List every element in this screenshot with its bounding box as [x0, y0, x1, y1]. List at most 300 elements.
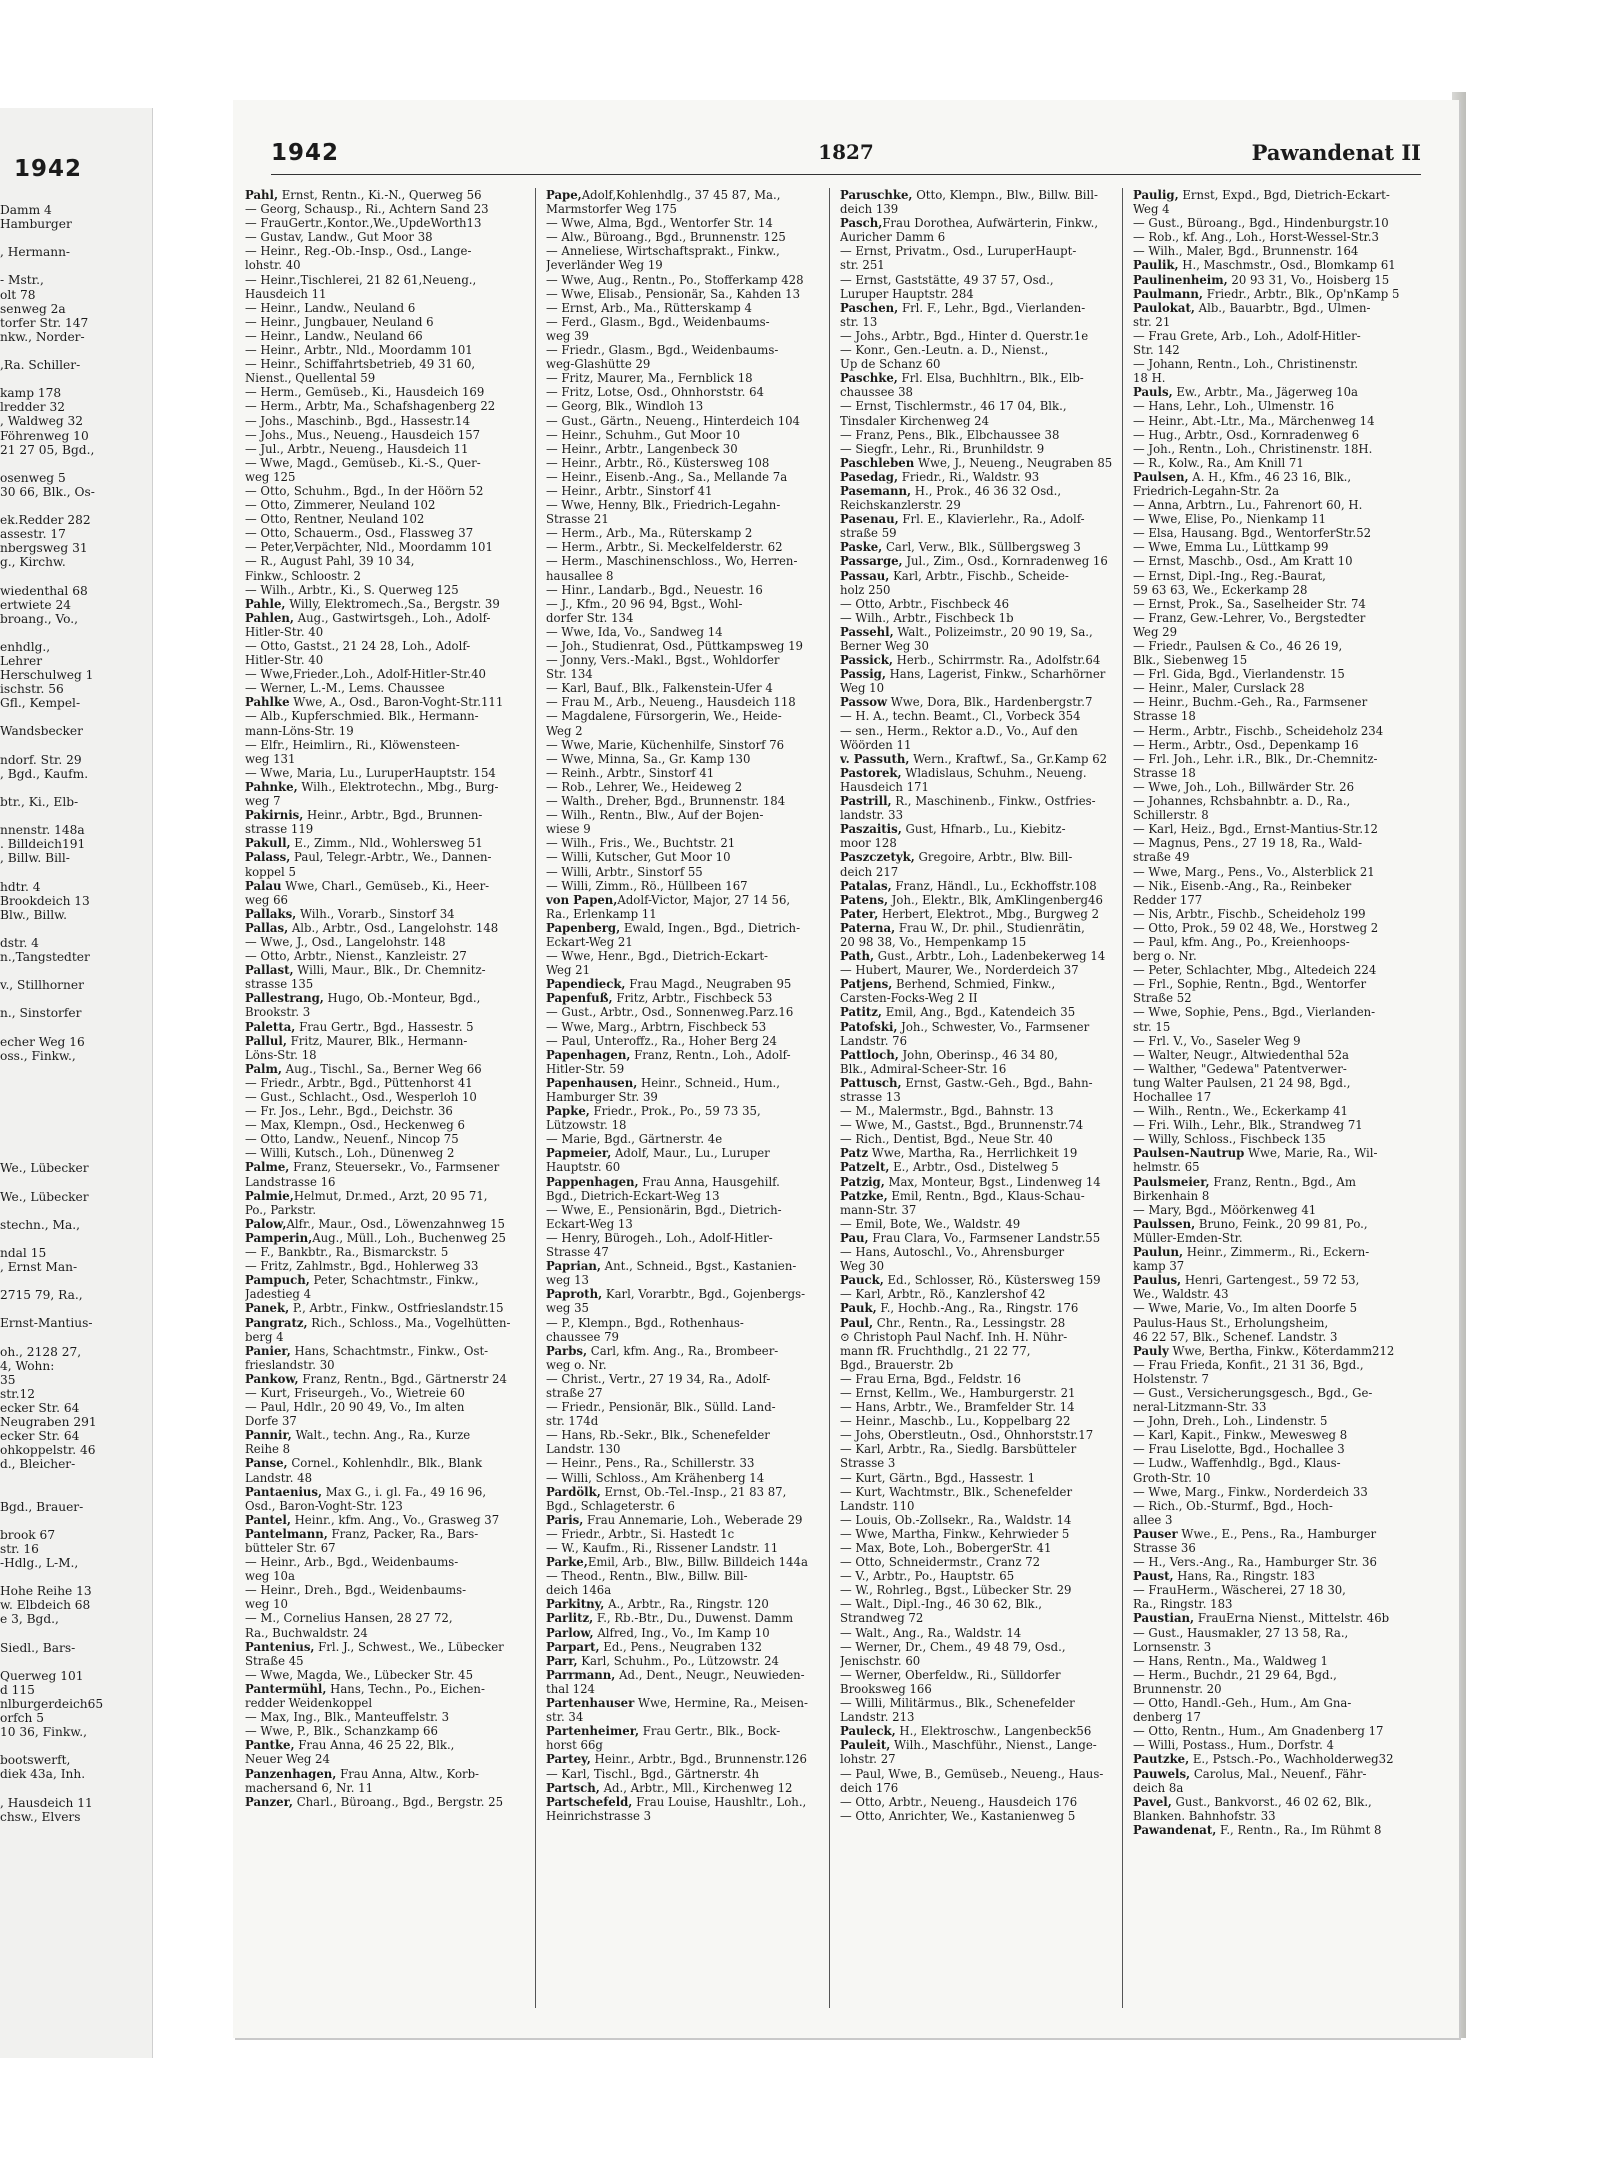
directory-entry	[840, 1287, 1114, 1301]
entry-surname: Panier,	[245, 1343, 291, 1358]
entry-details: Frau W., Dr. phil., Studienrätin,	[895, 920, 1085, 935]
entry-line: — Ferd., Glasm., Bgd., Weidenbaums-	[546, 314, 770, 329]
entry-line: — Georg, Blk., Windloh 13	[546, 399, 704, 414]
entry-surname: Pauly	[1133, 1343, 1169, 1358]
entry-details: A., Arbtr., Ra., Ringstr. 120	[604, 1597, 769, 1612]
directory-entry	[546, 569, 820, 583]
page-header	[271, 140, 1421, 175]
entry-details: Frau Clara, Vo., Farmsener Landstr.55	[868, 1230, 1101, 1245]
entry-details: Wilh., Elektrotechn., Mbg., Burg-	[297, 779, 499, 794]
entry-line: — Wwe, Maria, Lu., LuruperHauptstr. 154	[245, 765, 496, 780]
entry-line: — H. A., techn. Beamt., Cl., Vorbeck 354	[840, 709, 1081, 724]
directory-entry	[546, 273, 820, 287]
directory-entry	[546, 329, 820, 343]
directory-entry	[546, 1781, 820, 1795]
entry-line: — Wwe, Marg., Arbtrn, Fischbeck 53	[546, 1019, 767, 1034]
directory-entry	[1133, 526, 1407, 540]
directory-entry	[245, 512, 519, 526]
entry-line: Landstrasse 16	[245, 1174, 336, 1189]
entry-line: str. 15	[1133, 1019, 1171, 1034]
previous-page-line: lredder 32	[0, 400, 65, 415]
previous-page-line	[0, 1626, 150, 1640]
entry-line: — Wwe, M., Gastst., Bgd., Brunnenstr.74	[840, 1118, 1084, 1133]
directory-entry	[1133, 695, 1407, 709]
directory-entry	[1133, 244, 1407, 258]
entry-surname: Patalas,	[840, 878, 892, 893]
directory-page	[233, 100, 1459, 2038]
entry-surname: Partenhauser	[546, 1696, 635, 1711]
previous-page-line: Wandsbecker	[0, 724, 83, 739]
entry-details: Karl, Arbtr., Fischb., Scheide-	[889, 568, 1069, 583]
directory-entry	[546, 484, 820, 498]
directory-entry	[1133, 258, 1407, 272]
directory-entry	[245, 1583, 519, 1597]
entry-line: — Fritz, Lotse, Osd., Ohnhorststr. 64	[546, 385, 764, 400]
entry-line: — Peter,Verpächter, Nld., Moordamm 101	[245, 540, 493, 555]
directory-entry	[546, 371, 820, 385]
directory-entry	[546, 1485, 820, 1499]
directory-entry	[840, 287, 1114, 301]
directory-entry	[245, 1442, 519, 1456]
previous-page-line: wiedenthal 68	[0, 583, 88, 598]
previous-page-line: dstr. 4	[0, 935, 39, 950]
directory-entry	[840, 456, 1114, 470]
directory-entry	[1133, 1386, 1407, 1400]
entry-details: Franz, Packer, Ra., Bars-	[327, 1526, 479, 1541]
entry-surname: Partschefeld,	[546, 1794, 633, 1809]
directory-entry	[546, 1640, 820, 1654]
directory-entry	[546, 1231, 820, 1245]
entry-details: Ew., Arbtr., Ma., Jägerweg 10a	[1172, 385, 1358, 400]
entry-line: mann fR. Fruchthdlg., 21 22 77,	[840, 1343, 1031, 1358]
entry-line: — Johs., Mus., Neueng., Hausdeich 157	[245, 427, 481, 442]
entry-line: — Wwe, Ida, Vo., Sandweg 14	[546, 624, 723, 639]
directory-entry	[1133, 850, 1407, 864]
directory-entry	[245, 850, 519, 864]
directory-entry	[245, 949, 519, 963]
entry-details: Heinr., Arbtr., Bgd., Brunnen-	[303, 808, 483, 823]
entry-line: — Gust., Schlacht., Osd., Wesperloh 10	[245, 1090, 477, 1104]
directory-entry	[245, 879, 519, 893]
entry-line: deich 146a	[546, 1583, 612, 1598]
directory-entry	[840, 1471, 1114, 1485]
directory-entry	[546, 258, 820, 272]
entry-line: — Frl. V., Vo., Saseler Weg 9	[1133, 1033, 1301, 1048]
directory-entry	[546, 963, 820, 977]
entry-surname: Palass,	[245, 850, 291, 865]
directory-entry	[546, 1104, 820, 1118]
entry-details: Max G., i. gl. Fa., 49 16 96,	[322, 1484, 487, 1499]
previous-page-line: 4, Wohn:	[0, 1358, 55, 1373]
entry-surname: Palme,	[245, 1160, 290, 1175]
directory-entry	[1133, 399, 1407, 413]
entry-line: — Heinr., Buchm.-Geh., Ra., Farmsener	[1133, 695, 1368, 710]
directory-entry	[1133, 315, 1407, 329]
directory-entry	[1133, 1668, 1407, 1682]
entry-line: Strasse 36	[1133, 1541, 1196, 1555]
entry-line: — Hans, Arbtr., We., Bramfelder Str. 14	[840, 1400, 1075, 1415]
entry-details: Friedr., Ri., Waldstr. 93	[898, 469, 1040, 484]
directory-entry	[546, 244, 820, 258]
entry-line: — Georg, Schausp., Ri., Achtern Sand 23	[245, 202, 489, 217]
directory-entry	[1133, 301, 1407, 315]
entry-line: — Herm., Buchdr., 21 29 64, Bgd.,	[1133, 1667, 1337, 1682]
directory-entry	[546, 1654, 820, 1668]
directory-entry	[245, 766, 519, 780]
entry-line: — Alw., Büroang., Bgd., Brunnenstr. 125	[546, 230, 786, 245]
entry-surname: Paprian,	[546, 1259, 601, 1274]
directory-entry	[840, 667, 1114, 681]
directory-entry	[1133, 752, 1407, 766]
header-year: 1942	[271, 140, 340, 166]
entry-surname: v. Passuth,	[840, 751, 910, 766]
directory-entry	[840, 794, 1114, 808]
directory-entry	[546, 1287, 820, 1301]
directory-entry	[546, 1118, 820, 1132]
entry-line: — Heinr., Pens., Ra., Schillerstr. 33	[546, 1456, 755, 1471]
entry-line: — Heinr., Abt.-Ltr., Ma., Märchenweg 14	[1133, 413, 1375, 428]
directory-entry	[840, 1146, 1114, 1160]
entry-line: — Frau Grete, Arb., Loh., Adolf-Hitler-	[1133, 328, 1361, 343]
directory-entry	[245, 273, 519, 287]
directory-entry	[840, 695, 1114, 709]
entry-surname: Pauwels,	[1133, 1766, 1191, 1781]
entry-line: — Werner, Dr., Chem., 49 48 79, Osd.,	[840, 1639, 1066, 1654]
directory-entry	[245, 1795, 519, 1809]
directory-entry	[245, 1358, 519, 1372]
entry-line: — Rich., Dentist, Bgd., Neue Str. 40	[840, 1132, 1053, 1147]
entry-details: Otto, Klempn., Blw., Billw. Bill-	[912, 188, 1098, 202]
entry-surname: Papenhagen,	[546, 1047, 631, 1062]
entry-surname: Palau	[245, 878, 282, 893]
entry-surname: Pasch,	[840, 216, 883, 231]
entry-surname: Pankow,	[245, 1371, 299, 1386]
previous-page-line: str. 16	[0, 1541, 39, 1556]
previous-page-line	[0, 1302, 150, 1316]
entry-details: Franz, Händl., Lu., Eckhoffstr.108	[891, 878, 1097, 893]
entry-surname: Paulmann,	[1133, 286, 1203, 301]
directory-entry	[1133, 1724, 1407, 1738]
entry-line: — Walter, Neugr., Altwiedenthal 52a	[1133, 1047, 1349, 1062]
directory-entry	[546, 794, 820, 808]
entry-surname: Paulssen,	[1133, 1216, 1196, 1231]
entry-line: — Heinr., Landw., Neuland 66	[245, 328, 423, 343]
entry-line: — Werner, L.-M., Lems. Chaussee	[245, 681, 445, 696]
previous-page-line: , Waldweg 32	[0, 414, 84, 429]
directory-entry	[1133, 1146, 1407, 1160]
entry-line: Landstr. 48	[245, 1470, 313, 1485]
directory-entry	[840, 1611, 1114, 1625]
directory-entry	[245, 583, 519, 597]
directory-entry	[1133, 1738, 1407, 1752]
directory-entry	[840, 611, 1114, 625]
directory-entry	[546, 1386, 820, 1400]
directory-column-4	[1133, 188, 1407, 2008]
entry-line: — FrauGertr.,Kontor.,We.,UpdeWorth13	[245, 216, 482, 231]
directory-entry	[245, 1344, 519, 1358]
directory-entry	[546, 202, 820, 216]
entry-surname: Pahlke	[245, 695, 290, 710]
entry-surname: Parlow,	[546, 1625, 594, 1640]
previous-page-line: 30 66, Blk., Os-	[0, 484, 95, 499]
entry-line: Hausdeich 171	[840, 779, 929, 794]
entry-line: — Heinr., Reg.-Ob.-Insp., Osd., Lange-	[245, 244, 472, 259]
directory-entry	[1133, 1287, 1407, 1301]
entry-line: — Ernst, Arb., Ma., Rütterskamp 4	[546, 300, 752, 315]
entry-line: — Herm., Maschinenschloss., Wo, Herren-	[546, 554, 798, 569]
entry-line: — Paul, Unteroffz., Ra., Hoher Berg 24	[546, 1033, 777, 1048]
entry-line: — Heinr., Dreh., Bgd., Weidenbaums-	[245, 1583, 467, 1598]
entry-details: Ernst, Gastw.-Geh., Bgd., Bahn-	[901, 1075, 1093, 1090]
directory-entry	[245, 625, 519, 639]
entry-details: 20 93 31, Vo., Hoisberg 15	[1227, 272, 1390, 287]
directory-entry	[546, 709, 820, 723]
directory-entry	[245, 1118, 519, 1132]
entry-details: Paul, Telegr.-Arbtr., We., Dannen-	[290, 850, 492, 865]
entry-line: Lützowstr. 18	[546, 1118, 627, 1133]
directory-entry	[245, 1301, 519, 1315]
entry-surname: Pantke,	[245, 1738, 295, 1753]
previous-page-line: ecker Str. 64	[0, 1429, 80, 1444]
previous-page-line: echer Weg 16	[0, 1034, 85, 1049]
directory-entry	[1133, 1569, 1407, 1583]
entry-line: str. 21	[1133, 314, 1171, 329]
entry-surname: Pautzke,	[1133, 1752, 1190, 1767]
column-divider	[829, 188, 830, 2008]
directory-entry	[840, 1795, 1114, 1809]
entry-surname: Pawandenat,	[1133, 1822, 1217, 1837]
entry-details: Max, Monteur, Bgst., Lindenweg 14	[884, 1174, 1101, 1189]
directory-entry	[1133, 935, 1407, 949]
previous-page-line: assestr. 17	[0, 527, 66, 542]
directory-entry	[245, 1513, 519, 1527]
entry-details: Willy, Elektromech.,Sa., Bergstr. 39	[285, 596, 500, 611]
entry-line: Tinsdaler Kirchenweg 24	[840, 413, 990, 428]
entry-details: Peter, Schachtmstr., Finkw.,	[309, 1273, 479, 1288]
directory-entry	[840, 1428, 1114, 1442]
directory-entry	[245, 963, 519, 977]
entry-details: Frl. J., Schwest., We., Lübecker	[314, 1639, 504, 1654]
entry-line: — Heinr., Maler, Curslack 28	[1133, 681, 1305, 696]
entry-line: Ra., Erlenkamp 11	[546, 906, 657, 921]
entry-line: — Walth., Dreher, Bgd., Brunnenstr. 184	[546, 794, 786, 809]
entry-surname: Pallul,	[245, 1033, 287, 1048]
previous-page-line: d 115	[0, 1682, 35, 1697]
directory-entry	[245, 724, 519, 738]
directory-entry	[546, 343, 820, 357]
entry-line: — Frl. Joh., Lehr. i.R., Blk., Dr.-Chemnitz-	[1133, 751, 1378, 766]
directory-entry	[1133, 230, 1407, 244]
previous-page-line: ertwiete 24	[0, 597, 71, 612]
directory-entry	[245, 836, 519, 850]
directory-entry	[840, 1738, 1114, 1752]
previous-page-line: nnenstr. 148a	[0, 823, 85, 838]
entry-line: — Otto, Schauerm., Osd., Flassweg 37	[245, 526, 474, 541]
entry-line: Nienst., Quellental 59	[245, 371, 376, 386]
previous-page-line: ohkoppelstr. 46	[0, 1443, 96, 1458]
directory-entry	[840, 1005, 1114, 1019]
directory-entry	[1133, 949, 1407, 963]
directory-entry	[546, 1301, 820, 1315]
previous-page-line: Querweg 101	[0, 1668, 84, 1683]
entry-details: Wern., Kraftwf., Sa., Gr.Kamp 62	[909, 751, 1108, 766]
entry-surname: Paust,	[1133, 1569, 1174, 1584]
entry-surname: Patitz,	[840, 1005, 882, 1020]
entry-line: — Heinr., Maschb., Lu., Koppelbarg 22	[840, 1414, 1071, 1429]
directory-entry	[1133, 1767, 1407, 1781]
entry-line: 18 H.	[1133, 371, 1166, 386]
directory-entry	[1133, 1062, 1407, 1076]
entry-line: — Wwe, Henny, Blk., Friedrich-Legahn-	[546, 498, 781, 513]
entry-line: — Willy, Schloss., Fischbeck 135	[1133, 1132, 1326, 1147]
entry-line: — Alb., Kupferschmied. Blk., Hermann-	[245, 709, 479, 724]
entry-surname: Passehl,	[840, 624, 894, 639]
entry-details: H., Prok., 46 36 32 Osd.,	[911, 483, 1062, 498]
previous-page-line: - Mstr.,	[0, 273, 44, 288]
entry-surname: Patzke,	[840, 1188, 888, 1203]
directory-entry	[1133, 1175, 1407, 1189]
directory-entry	[546, 1668, 820, 1682]
entry-details: Hans, Schachtmstr., Finkw., Ost-	[290, 1343, 489, 1358]
entry-line: — Anneliese, Wirtschaftsprakt., Finkw.,	[546, 244, 780, 259]
entry-line: Löns-Str. 18	[245, 1047, 317, 1062]
entry-details: Herb., Schirrmstr. Ra., Adolfstr.64	[892, 653, 1101, 668]
entry-details: Friedr., Arbtr., Blk., Op'nKamp 5	[1203, 286, 1400, 301]
entry-line: — Gust., Büroang., Bgd., Hindenburgstr.10	[1133, 216, 1389, 231]
entry-line: — Wilh., Rentn., We., Eckerkamp 41	[1133, 1104, 1348, 1119]
entry-details: Frau Anna, Altw., Korb-	[336, 1766, 479, 1781]
directory-entry	[1133, 1273, 1407, 1287]
entry-surname: Pardölk,	[546, 1484, 601, 1499]
entry-details: Alfr., Maur., Osd., Löwenzahnweg 15	[286, 1216, 505, 1231]
directory-entry	[245, 1400, 519, 1414]
directory-entry	[546, 752, 820, 766]
directory-entry	[840, 1132, 1114, 1146]
directory-entry	[1133, 1527, 1407, 1541]
entry-line: — Otto, Landw., Neuenf., Nincop 75	[245, 1132, 459, 1147]
entry-line: weg 10	[245, 1597, 288, 1612]
entry-line: — Gust., Versicherungsgesch., Bgd., Ge-	[1133, 1385, 1373, 1400]
directory-entry	[1133, 836, 1407, 850]
directory-entry	[245, 399, 519, 413]
directory-entry	[546, 1358, 820, 1372]
previous-page-line	[0, 1091, 150, 1105]
directory-entry	[245, 1231, 519, 1245]
directory-entry	[546, 1414, 820, 1428]
previous-page-line	[0, 865, 150, 879]
directory-entry	[840, 991, 1114, 1005]
directory-entry	[546, 766, 820, 780]
previous-page-line	[0, 809, 150, 823]
directory-column-2	[546, 188, 820, 2008]
entry-surname: Pauleit,	[840, 1738, 891, 1753]
entry-line: machersand 6, Nr. 11	[245, 1780, 374, 1795]
previous-page-line: Herschulweg 1	[0, 668, 94, 683]
entry-line: — Heinr., Arb., Bgd., Weidenbaums-	[245, 1555, 459, 1570]
entry-line: — Jul., Arbtr., Neueng., Hausdeich 11	[245, 441, 469, 456]
directory-entry	[840, 1245, 1114, 1259]
directory-entry	[1133, 1020, 1407, 1034]
entry-line: — Johs., Arbtr., Bgd., Hinter d. Querstr.1e	[840, 328, 1089, 343]
entry-line: weg 125	[245, 469, 296, 484]
directory-entry	[1133, 977, 1407, 991]
entry-line: — F., Bankbtr., Ra., Bismarckstr. 5	[245, 1245, 449, 1260]
directory-entry	[245, 188, 519, 202]
directory-entry	[245, 822, 519, 836]
entry-line: Finkw., Schloostr. 2	[245, 568, 361, 583]
entry-details: Hans, Techn., Po., Eichen-	[326, 1681, 485, 1696]
entry-line: — Wwe, Elisab., Pensionär, Sa., Kahden 13	[546, 286, 801, 301]
entry-details: Herbert, Elektrot., Mbg., Burgweg 2	[878, 906, 1100, 921]
directory-entry	[840, 1541, 1114, 1555]
entry-surname: Patzelt,	[840, 1160, 890, 1175]
directory-entry	[1133, 470, 1407, 484]
entry-line: — Otto, Prok., 59 02 48, We., Horstweg 2	[1133, 920, 1379, 935]
entry-line: — Fritz, Maurer, Ma., Fernblick 18	[546, 371, 753, 386]
entry-line: — Magnus, Pens., 27 19 18, Ra., Wald-	[1133, 836, 1363, 851]
entry-surname: Passau,	[840, 568, 890, 583]
entry-line: — Kurt, Friseurgeh., Vo., Wietreie 60	[245, 1385, 465, 1400]
directory-entry	[1133, 287, 1407, 301]
directory-entry	[840, 639, 1114, 653]
entry-surname: Pavel,	[1133, 1794, 1172, 1809]
previous-page-line: d., Bleicher-	[0, 1457, 76, 1472]
entry-line: — Willi, Militärmus., Blk., Schenefelder	[840, 1696, 1075, 1711]
directory-entry	[1133, 1048, 1407, 1062]
header-page-number: 1827	[818, 140, 874, 164]
directory-entry	[840, 583, 1114, 597]
directory-entry	[1133, 569, 1407, 583]
directory-entry	[840, 329, 1114, 343]
entry-line: 46 22 57, Blk., Schenef. Landstr. 3	[1133, 1329, 1338, 1344]
previous-page-line: Gfl., Kempel-	[0, 696, 81, 711]
entry-details: Ad., Dent., Neugr., Neuwieden-	[615, 1667, 805, 1682]
entry-details: Frl. Elsa, Buchhltrn., Blk., Elb-	[897, 371, 1084, 386]
entry-surname: Paulokat,	[1133, 300, 1195, 315]
directory-entry	[245, 709, 519, 723]
previous-page-line	[0, 1570, 150, 1584]
entry-line: — Hans, Rb.-Sekr., Blk., Schenefelder	[546, 1428, 770, 1443]
directory-entry	[245, 442, 519, 456]
directory-entry	[245, 1175, 519, 1189]
directory-entry	[840, 921, 1114, 935]
entry-surname: Passow	[840, 695, 888, 710]
entry-surname: Paterna,	[840, 920, 896, 935]
entry-surname: Paske,	[840, 540, 883, 555]
entry-details: Aug., Müll., Loh., Buchenweg 25	[312, 1230, 506, 1245]
entry-line: Landstr. 213	[840, 1710, 915, 1725]
directory-entry	[840, 498, 1114, 512]
entry-surname: Palow,	[245, 1216, 287, 1231]
entry-line: Berner Weg 30	[840, 639, 929, 653]
entry-line: — Karl, Kapit., Finkw., Mewesweg 8	[1133, 1428, 1348, 1443]
entry-line: — H., Vers.-Ang., Ra., Hamburger Str. 36	[1133, 1555, 1377, 1570]
entry-line: — Willi, Schloss., Am Krähenberg 14	[546, 1470, 765, 1485]
entry-line: — Wwe, Marie, Vo., Im alten Doorfe 5	[1133, 1301, 1358, 1316]
directory-entry	[1133, 1442, 1407, 1456]
entry-line: — Herm., Arbtr., Fischb., Scheideholz 234	[1133, 723, 1384, 738]
entry-line: — Paul, kfm. Ang., Po., Kreienhoops-	[1133, 934, 1350, 949]
entry-line: helmstr. 65	[1133, 1160, 1200, 1175]
entry-line: Holstenstr. 7	[1133, 1371, 1209, 1386]
previous-page-line: btr., Ki., Elb-	[0, 794, 79, 809]
directory-entry	[840, 1781, 1114, 1795]
entry-line: denberg 17	[1133, 1710, 1201, 1725]
entry-line: — Friedr., Pensionär, Blk., Sülld. Land-	[546, 1400, 776, 1415]
entry-line: Carsten-Focks-Weg 2 II	[840, 991, 978, 1006]
directory-entry	[245, 1132, 519, 1146]
directory-entry	[1133, 1611, 1407, 1625]
